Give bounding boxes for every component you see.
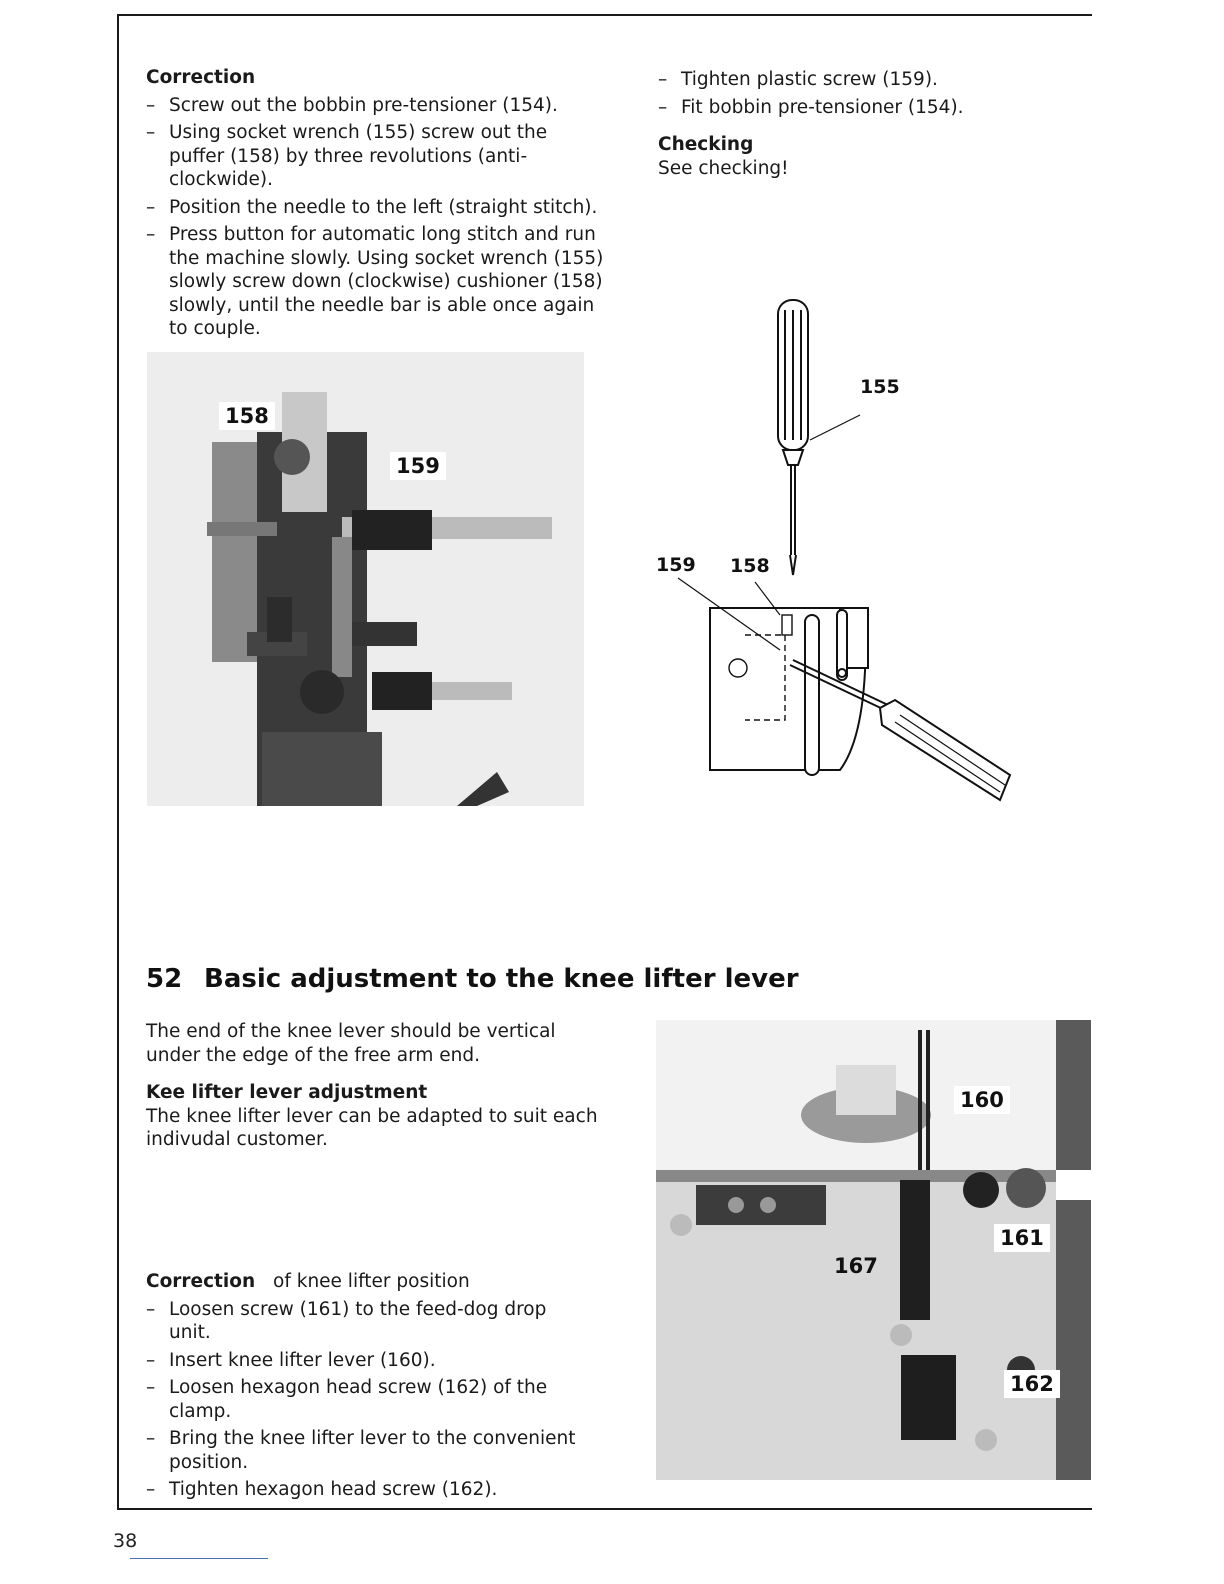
callout-158-drawing: 158 <box>730 555 770 577</box>
list-item: – Loosen screw (161) to the feed-dog drop unit. <box>146 1298 586 1345</box>
knee-lifter-photo <box>656 1020 1091 1480</box>
list-item: – Position the needle to the left (straight stitch). <box>146 196 606 220</box>
section-intro-block <box>146 1020 606 1152</box>
callout-161: 161 <box>994 1224 1050 1252</box>
callout-159-drawing: 159 <box>656 554 696 576</box>
callout-158: 158 <box>219 402 275 430</box>
knee-correction-suffix: of knee lifter position <box>273 1271 470 1292</box>
correction-block <box>146 66 606 345</box>
section-number: 52 <box>146 964 183 994</box>
callout-167: 167 <box>834 1254 878 1278</box>
list-item: – Using socket wrench (155) screw out the puffer (158) by three revolutions (anti-clockwide). <box>146 121 606 192</box>
section-heading <box>146 964 799 994</box>
correction-list <box>146 94 606 341</box>
footer-rule <box>130 1558 268 1559</box>
callout-159: 159 <box>390 452 446 480</box>
list-item: – Tighten hexagon head screw (162). <box>146 1478 586 1502</box>
callout-160: 160 <box>954 1086 1010 1114</box>
list-item: – Tighten plastic screw (159). <box>658 68 1058 92</box>
callout-162: 162 <box>1004 1370 1060 1398</box>
checking-heading: Checking <box>658 134 754 155</box>
sub-heading: Kee lifter lever adjustment <box>146 1082 428 1103</box>
list-item: – Bring the knee lifter lever to the convenient position. <box>146 1427 586 1474</box>
section-title: Basic adjustment to the knee lifter lever <box>204 964 799 994</box>
list-item: – Fit bobbin pre-tensioner (154). <box>658 96 1058 120</box>
tighten-block <box>658 68 1058 180</box>
knee-correction-label: Correction <box>146 1271 256 1292</box>
list-item: – Screw out the bobbin pre-tensioner (154). <box>146 94 606 118</box>
correction-heading: Correction <box>146 67 256 88</box>
knee-correction-block <box>146 1270 586 1506</box>
list-item: – Loosen hexagon head screw (162) of the clamp. <box>146 1376 586 1423</box>
tighten-list <box>658 68 1058 119</box>
page-number: 38 <box>113 1530 138 1552</box>
mechanism-photo <box>147 352 584 806</box>
knee-correction-list <box>146 1298 586 1502</box>
screwdriver-drawing <box>650 290 1030 810</box>
section-intro: The end of the knee lever should be vertical under the edge of the free arm end. <box>146 1021 556 1066</box>
list-item: – Press button for automatic long stitch and run the machine slowly. Using socket wrench (155) slowly screw down (clockwise) cushioner (158) slowly, until the needle bar is able once again to couple. <box>146 223 606 341</box>
checking-text: See checking! <box>658 157 789 179</box>
sub-text: The knee lifter lever can be adapted to suit each indivudal customer. <box>146 1105 598 1150</box>
callout-155: 155 <box>860 376 900 398</box>
list-item: – Insert knee lifter lever (160). <box>146 1349 586 1373</box>
